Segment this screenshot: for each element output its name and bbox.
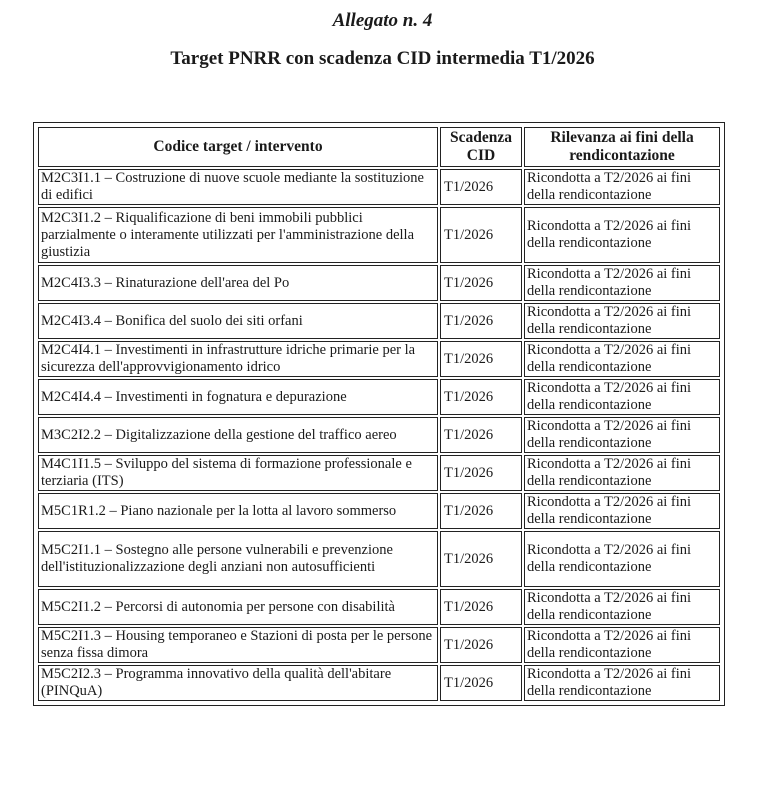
- table-row: [38, 207, 720, 263]
- cell-relevance: Ricondotta a T2/2026 ai fini della rendicontazione: [524, 627, 720, 663]
- cell-code: M2C4I4.1 – Investimenti in infrastrutture idriche primarie per la sicurezza dell'approvvigionamento idrico: [38, 341, 438, 377]
- header-relevance: Rilevanza ai fini della rendicontazione: [524, 127, 720, 167]
- cell-deadline: T1/2026: [440, 379, 522, 415]
- table-row: [38, 589, 720, 625]
- header-deadline: Scadenza CID: [440, 127, 522, 167]
- cell-deadline: T1/2026: [440, 531, 522, 587]
- cell-code: M5C1R1.2 – Piano nazionale per la lotta al lavoro sommerso: [38, 493, 438, 529]
- table-row: [38, 627, 720, 663]
- table-row: [38, 265, 720, 301]
- cell-code: M5C2I2.3 – Programma innovativo della qualità dell'abitare (PINQuA): [38, 665, 438, 701]
- table-row: [38, 493, 720, 529]
- cell-relevance: Ricondotta a T2/2026 ai fini della rendicontazione: [524, 493, 720, 529]
- header-code: Codice target / intervento: [38, 127, 438, 167]
- cell-relevance: Ricondotta a T2/2026 ai fini della rendicontazione: [524, 341, 720, 377]
- cell-deadline: T1/2026: [440, 417, 522, 453]
- table-row: [38, 455, 720, 491]
- cell-code: M3C2I2.2 – Digitalizzazione della gestione del traffico aereo: [38, 417, 438, 453]
- cell-relevance: Ricondotta a T2/2026 ai fini della rendicontazione: [524, 379, 720, 415]
- cell-deadline: T1/2026: [440, 493, 522, 529]
- cell-code: M5C2I1.3 – Housing temporaneo e Stazioni di posta per le persone senza fissa dimora: [38, 627, 438, 663]
- cell-deadline: T1/2026: [440, 169, 522, 205]
- cell-code: M5C2I1.2 – Percorsi di autonomia per persone con disabilità: [38, 589, 438, 625]
- table-row: [38, 169, 720, 205]
- cell-relevance: Ricondotta a T2/2026 ai fini della rendicontazione: [524, 303, 720, 339]
- table-row: [38, 531, 720, 587]
- cell-code: M2C4I3.3 – Rinaturazione dell'area del Po: [38, 265, 438, 301]
- cell-relevance: Ricondotta a T2/2026 ai fini della rendicontazione: [524, 265, 720, 301]
- annex-label: Allegato n. 4: [332, 10, 433, 31]
- targets-table: [36, 125, 722, 703]
- table-row: [38, 303, 720, 339]
- cell-code: M2C3I1.1 – Costruzione di nuove scuole mediante la sostituzione di edifici: [38, 169, 438, 205]
- cell-relevance: Ricondotta a T2/2026 ai fini della rendicontazione: [524, 169, 720, 205]
- document-title: Target PNRR con scadenza CID intermedia T1/2026: [170, 48, 595, 69]
- cell-deadline: T1/2026: [440, 207, 522, 263]
- table-row: [38, 417, 720, 453]
- cell-relevance: Ricondotta a T2/2026 ai fini della rendicontazione: [524, 455, 720, 491]
- cell-code: M4C1I1.5 – Sviluppo del sistema di formazione professionale e terziaria (ITS): [38, 455, 438, 491]
- cell-deadline: T1/2026: [440, 341, 522, 377]
- cell-relevance: Ricondotta a T2/2026 ai fini della rendicontazione: [524, 417, 720, 453]
- cell-deadline: T1/2026: [440, 665, 522, 701]
- targets-table-frame: [33, 122, 725, 706]
- cell-relevance: Ricondotta a T2/2026 ai fini della rendicontazione: [524, 531, 720, 587]
- cell-relevance: Ricondotta a T2/2026 ai fini della rendicontazione: [524, 207, 720, 263]
- cell-deadline: T1/2026: [440, 455, 522, 491]
- cell-deadline: T1/2026: [440, 589, 522, 625]
- cell-code: M5C2I1.1 – Sostegno alle persone vulnerabili e prevenzione dell'istituzionalizzazione degli anziani non autosufficienti: [38, 531, 438, 587]
- table-row: [38, 665, 720, 701]
- cell-code: M2C3I1.2 – Riqualificazione di beni immobili pubblici parzialmente o interamente utilizzati per l'amministrazione della giustizia: [38, 207, 438, 263]
- table-body: [38, 169, 720, 701]
- cell-relevance: Ricondotta a T2/2026 ai fini della rendicontazione: [524, 665, 720, 701]
- cell-deadline: T1/2026: [440, 627, 522, 663]
- table-row: [38, 379, 720, 415]
- cell-deadline: T1/2026: [440, 265, 522, 301]
- cell-code: M2C4I4.4 – Investimenti in fognatura e depurazione: [38, 379, 438, 415]
- cell-deadline: T1/2026: [440, 303, 522, 339]
- table-row: [38, 341, 720, 377]
- cell-relevance: Ricondotta a T2/2026 ai fini della rendicontazione: [524, 589, 720, 625]
- table-header-row: [38, 127, 720, 167]
- cell-code: M2C4I3.4 – Bonifica del suolo dei siti orfani: [38, 303, 438, 339]
